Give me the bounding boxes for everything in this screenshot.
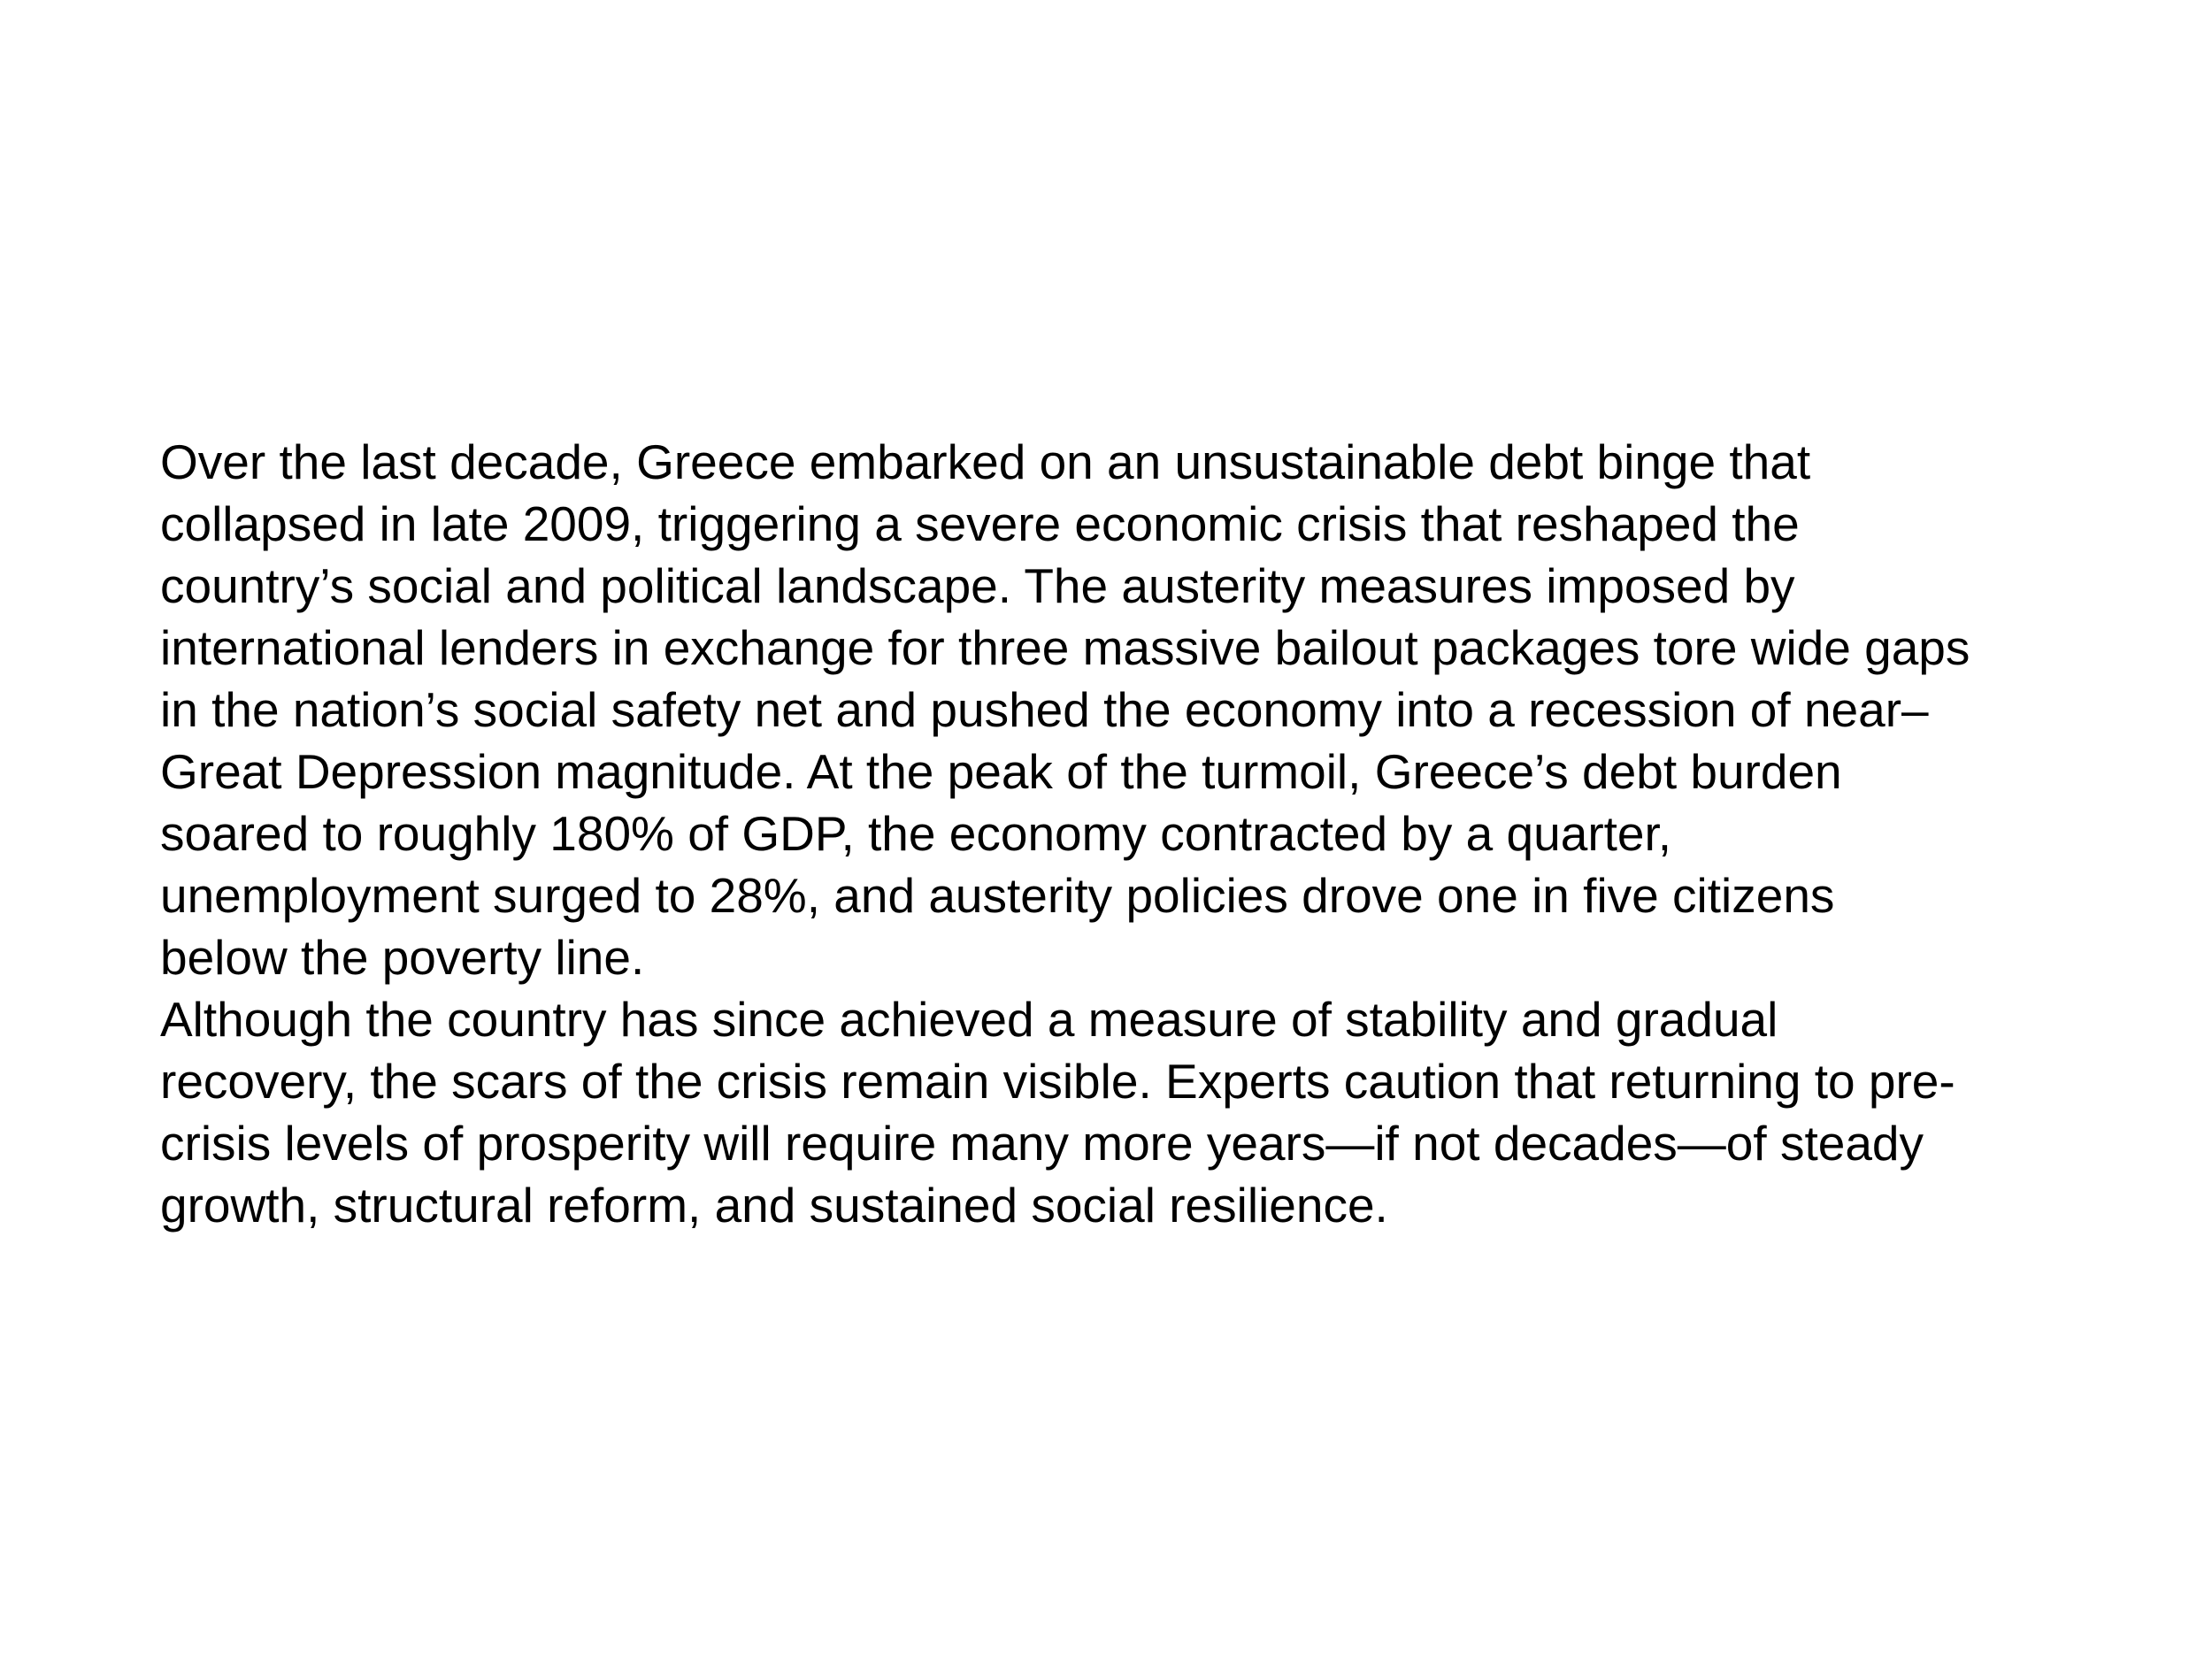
text-line: collapsed in late 2009, triggering a severe economic crisis that reshaped the — [160, 496, 1800, 551]
text-line: unemployment surged to 28%, and austerity policies drove one in five citizens — [160, 868, 1835, 923]
text-line: Great Depression magnitude. At the peak of the turmoil, Greece’s debt burden — [160, 744, 1842, 799]
text-line: Although the country has since achieved a measure of stability and gradual — [160, 992, 1778, 1047]
text-line: country’s social and political landscape. The austerity measures imposed by — [160, 558, 1795, 613]
text-line: soared to roughly 180% of GDP, the economy contracted by a quarter, — [160, 806, 1672, 861]
text-line: below the poverty line. — [160, 930, 645, 985]
document-body — [160, 431, 2160, 1236]
text-line: in the nation’s social safety net and pushed the economy into a recession of near– — [160, 682, 1929, 737]
paragraph-1 — [160, 431, 2160, 988]
text-line: international lenders in exchange for three massive bailout packages tore wide gaps — [160, 620, 1970, 675]
paragraph-2 — [160, 988, 2160, 1236]
text-line: recovery, the scars of the crisis remain visible. Experts caution that returning to pre- — [160, 1054, 1955, 1109]
text-line: crisis levels of prosperity will require many more years—if not decades—of steady — [160, 1116, 1924, 1171]
text-line: growth, structural reform, and sustained social resilience. — [160, 1178, 1388, 1233]
text-line: Over the last decade, Greece embarked on an unsustainable debt binge that — [160, 434, 1811, 489]
